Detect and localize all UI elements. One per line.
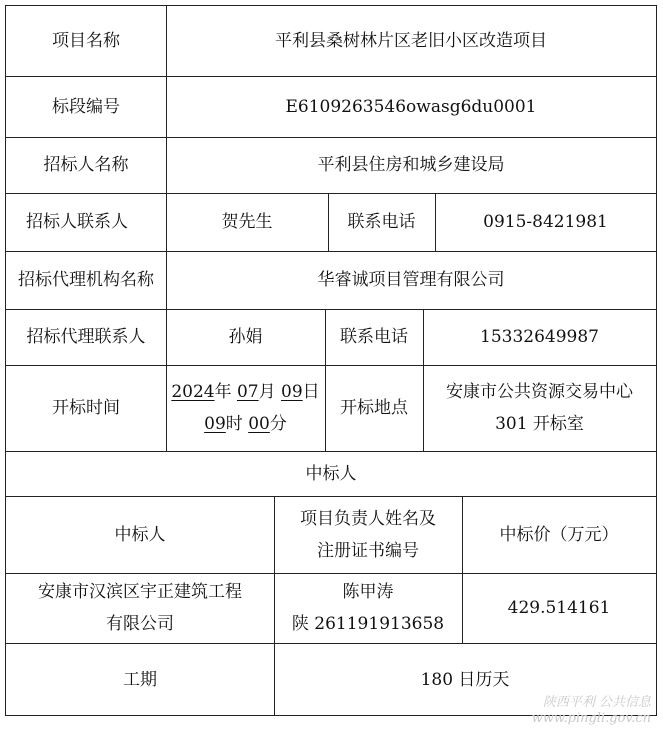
opening-time-label: 开标时间 <box>52 398 120 418</box>
opening-year: 2024 <box>171 382 215 402</box>
agency-phone-value: 15332649987 <box>480 327 599 347</box>
price-value: 429.514161 <box>507 598 611 618</box>
winner-value: 安康市汉滨区宇正建筑工程 有限公司 <box>38 582 242 634</box>
opening-place-value: 安康市公共资源交易中心 301 开标室 <box>446 382 633 434</box>
opening-hour: 09 <box>204 414 226 434</box>
tenderer-phone-value: 0915-8421981 <box>483 212 608 232</box>
manager-header: 项目负责人姓名及 注册证书编号 <box>300 508 436 561</box>
tenderer-phone-label: 联系电话 <box>347 212 416 232</box>
agency-value: 华睿诚项目管理有限公司 <box>317 270 505 290</box>
tenderer-contact-value: 贺先生 <box>221 212 273 232</box>
bid-result-table <box>5 5 657 716</box>
opening-day: 09 <box>281 382 303 402</box>
watermark: 陕西平利 公共信息 www.pingli.gov.cn <box>531 695 651 726</box>
agency-contact-label: 招标代理联系人 <box>26 327 146 347</box>
opening-minute: 00 <box>248 414 270 434</box>
manager-cert: 陕 261191913658 <box>291 614 445 634</box>
opening-clock: 09时 00分 <box>204 414 287 434</box>
winner-header: 中标人 <box>114 524 166 545</box>
manager-value <box>274 573 462 643</box>
tenderer-label: 招标人名称 <box>43 155 129 175</box>
duration-value: 180 日历天 <box>420 669 510 690</box>
opening-time-value <box>166 365 325 451</box>
winner-section-title: 中标人 <box>305 463 357 484</box>
agency-contact-value: 孙娟 <box>228 327 263 347</box>
manager-name: 陈甲涛 <box>342 582 394 602</box>
agency-label: 招标代理机构名称 <box>18 270 154 290</box>
duration-label: 工期 <box>123 669 157 690</box>
opening-month: 07 <box>236 382 259 402</box>
tenderer-contact-label: 招标人联系人 <box>26 212 128 232</box>
section-no-label: 标段编号 <box>52 96 120 117</box>
opening-date: 2024年 07月 09日 <box>171 382 320 402</box>
agency-phone-label: 联系电话 <box>340 327 408 347</box>
project-name-label: 项目名称 <box>52 31 120 51</box>
project-name-value: 平利县桑树林片区老旧小区改造项目 <box>275 31 547 51</box>
section-no-value: E6109263546owasg6du0001 <box>285 96 537 117</box>
opening-place-label: 开标地点 <box>340 398 408 418</box>
price-header: 中标价（万元） <box>499 524 619 545</box>
tenderer-value: 平利县住房和城乡建设局 <box>317 155 505 175</box>
